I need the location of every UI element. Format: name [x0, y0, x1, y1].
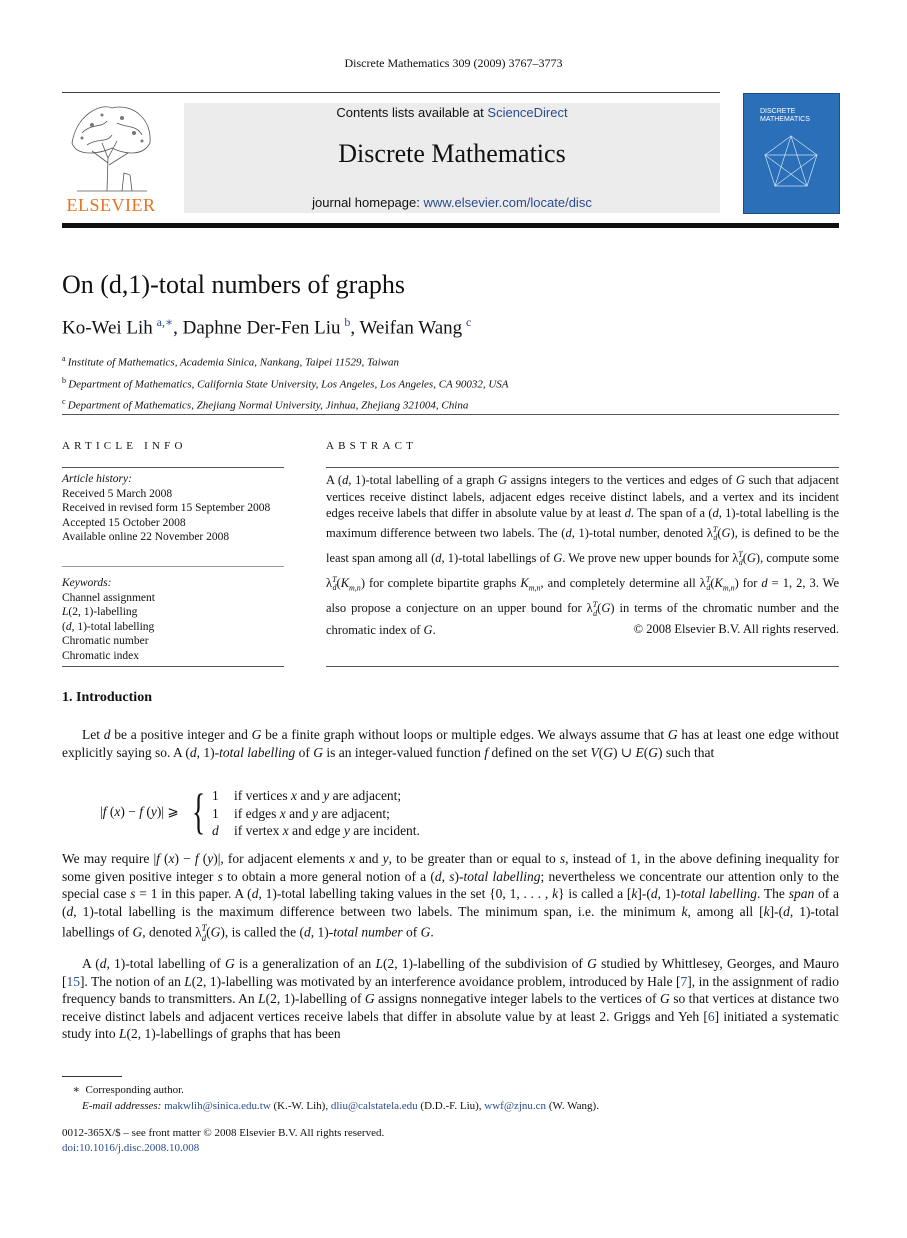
history-rule — [62, 566, 284, 567]
cover-title: DISCRETE MATHEMATICS — [760, 108, 810, 123]
author-list: Ko-Wei Lih $^{a,∗}$, Daphne Der-Fen Liu $^b$, Weifan Wang $^c$ — [62, 315, 472, 339]
email-label: E-mail addresses: — [82, 1100, 162, 1112]
abstract-copyright: © 2008 Elsevier B.V. All rights reserved. — [633, 622, 839, 636]
journal-homepage — [184, 195, 720, 210]
issn-line: 0012-365X/$ – see front matter © 2008 Elsevier B.V. All rights reserved. — [62, 1127, 385, 1139]
reference-link[interactable]: 7 — [680, 973, 688, 989]
author-marks[interactable]: a,∗ — [156, 315, 174, 329]
paper-title: On (d,1)-total numbers of graphs — [62, 270, 405, 299]
affiliation-text: Institute of Mathematics, Academia Sinica, Nankang, Taipei 11529, Taiwan — [67, 356, 399, 369]
keyword: Channel assignment — [62, 591, 155, 604]
abstract-text: A (d, 1)-total labelling of a graph G assigns integers to the vertices and edges of G such that adjacent vertices receive distinct labels, adjacent edges receive distinct labels, and a vertex and its incident edges receive labels that differ in absolute value by at least d. The span of a (d, 1)-total labelling is the maximum difference between two labels. The (d, 1)-total number, denoted $\lambda^T_d(G)$, is defined to be the least span among all (d, 1)-total labellings of G. We prove new upper bounds for $\lambda^T_d(G)$, compute some $\lambda^T_d(K_{m,n})$ for complete bipartite graphs $K_{m,n}$, and completely determine all $\lambda^T_d(K_{m,n})$ for d = 1, 2, 3. We also propose a conjecture on an upper bound for $\lambda^T_d(G)$ in terms of the chromatic number and the chromatic index of G. — [326, 473, 840, 638]
intro-paragraph-2: We may require |f (x) − f (y)|, for adjacent elements x and y, to be greater than or equal to s, instead of 1, in the above defining inequality for some given positive integer s to obtain a more general notion of a (d, s)-total labelling; nevertheless we concentrate our attention only to the special case s = 1 in this paper. A (d, 1)-total labelling taking values in the set {0, 1, . . . , k} is called a [k]-(d, 1)-total labelling. The span of a (d, 1)-total labelling is the maximum difference between two labels. The minimum span, i.e. the minimum k, among all [k]-(d, 1)-total labellings of G, denoted $\lambda^T_d(G)$, is called the (d, 1)-total number of G. — [62, 851, 840, 943]
history-item: Accepted 15 October 2008 — [62, 516, 186, 529]
doi-link[interactable]: doi:10.1016/j.disc.2008.10.008 — [62, 1142, 200, 1154]
contents-prefix: Contents lists available at — [336, 105, 488, 120]
article-info-heading: ARTICLE INFO — [62, 440, 187, 452]
equation-cases: 1 if vertices x and y are adjacent; 1 if edges x and y are adjacent; d if vertex x and edge y are incident. — [212, 788, 420, 838]
affiliation-text: Department of Mathematics, California State University, Los Angeles, Los Angeles, CA 90032, USA — [68, 378, 509, 391]
affiliation — [62, 393, 509, 415]
homepage-link[interactable]: www.elsevier.com/locate/disc — [423, 195, 592, 210]
corresponding-author-note: ∗ Corresponding author. — [72, 1084, 184, 1096]
email-link[interactable]: dliu@calstatela.edu — [330, 1100, 418, 1112]
abstract-rule — [326, 467, 839, 468]
equation-brace: { — [192, 783, 206, 839]
history-item: Received in revised form 15 September 2008 — [62, 502, 271, 514]
keyword: Chromatic index — [62, 649, 139, 662]
contents-line — [184, 105, 720, 120]
keywords — [62, 576, 284, 663]
affiliations — [62, 350, 509, 415]
keyword: Chromatic number — [62, 635, 149, 647]
header-thick-rule — [62, 223, 839, 228]
email-link[interactable]: wwf@zjnu.cn — [484, 1100, 547, 1112]
author-name: Weifan Wang — [359, 317, 463, 339]
homepage-prefix: journal homepage: — [312, 195, 424, 210]
corresponding-author-text: Corresponding author. — [85, 1084, 184, 1096]
sciencedirect-link[interactable]: ScienceDirect — [487, 105, 568, 120]
journal-name: Discrete Mathematics — [338, 139, 566, 168]
journal-citation: Discrete Mathematics 309 (2009) 3767–3773 — [344, 56, 563, 70]
abstract-heading: ABSTRACT — [326, 440, 418, 452]
keyword: (d, 1)-total labelling — [62, 620, 155, 633]
journal-masthead — [184, 103, 720, 213]
history-label: Article history: — [62, 473, 132, 485]
article-history — [62, 472, 284, 545]
elsevier-wordmark: ELSEVIER — [66, 195, 156, 215]
section-heading-introduction: 1. Introduction — [62, 690, 152, 705]
journal-cover — [743, 93, 840, 214]
affiliation-mark: b — [62, 375, 66, 385]
email-addresses: E-mail addresses: makwlih@sinica.edu.tw (K.-W. Lih), dliu@calstatela.edu (D.D.-F. Liu), wwf@zjnu.cn (W. Wang). — [82, 1100, 599, 1112]
reference-link[interactable]: 15 — [66, 973, 80, 989]
elsevier-tree-icon — [62, 103, 160, 193]
affiliation — [62, 372, 509, 394]
author-name: Daphne Der-Fen Liu — [182, 317, 341, 339]
affiliation-mark: a — [62, 354, 66, 363]
title-divider — [62, 414, 839, 415]
reference-link[interactable]: 6 — [707, 1008, 715, 1024]
footnote-rule — [62, 1076, 122, 1077]
affiliation-mark: c — [62, 397, 66, 407]
footnotes — [62, 1082, 599, 1114]
author-marks[interactable]: c — [465, 315, 472, 329]
pentagon-graph-icon — [761, 132, 821, 192]
email-owner: (W. Wang) — [548, 1100, 597, 1112]
affiliation — [62, 350, 509, 372]
history-item: Received 5 March 2008 — [62, 487, 173, 500]
issn-block — [62, 1126, 384, 1156]
author-name: Ko-Wei Lih — [62, 317, 153, 339]
intro-paragraph-3: A (d, 1)-total labelling of G is a generalization of an L(2, 1)-labelling of the subdivision of G studied by Whittlesey, Georges, and Mauro [15]. The notion of an L(2, 1)-labelling was motivated by an interference avoidance problem, introduced by Hale [7], in the assignment of radio frequency bands to transmitters. An L(2, 1)-labelling of G assigns nonnegative integer labels to the vertices of G so that vertices at distance two receive distinct labels and adjacent vertices receive labels that differ in absolute value by at least 2. Griggs and Yeh [6] initiated a systematic study into L(2, 1)-labellings of graphs that has been — [62, 956, 840, 1042]
keyword: L(2, 1)-labelling — [62, 606, 138, 618]
header-rule — [62, 92, 720, 93]
history-item: Available online 22 November 2008 — [62, 531, 230, 543]
author-marks[interactable]: b — [344, 315, 351, 329]
elsevier-logo — [62, 103, 160, 215]
equation-lhs: |f (x) − f (y)| ⩾ — [100, 804, 179, 819]
keywords-label: Keywords: — [62, 577, 112, 589]
email-link[interactable]: makwlih@sinica.edu.tw — [164, 1100, 271, 1112]
email-owner: (K.-W. Lih) — [273, 1100, 326, 1112]
article-info-bottom-rule — [62, 666, 284, 667]
email-owner: (D.D.-F. Liu) — [420, 1100, 479, 1112]
intro-paragraph-1: Let d be a positive integer and G be a finite graph without loops or multiple edges. We always assume that G has at least one edge without explicitly saying so. A (d, 1)-total labelling of G is an integer-valued function f defined on the set V(G) ∪ E(G) such that — [62, 727, 839, 760]
article-info-rule — [62, 467, 284, 468]
abstract-bottom-rule — [326, 666, 839, 667]
affiliation-text: Department of Mathematics, Zhejiang Normal University, Jinhua, Zhejiang 321004, China — [67, 399, 469, 412]
